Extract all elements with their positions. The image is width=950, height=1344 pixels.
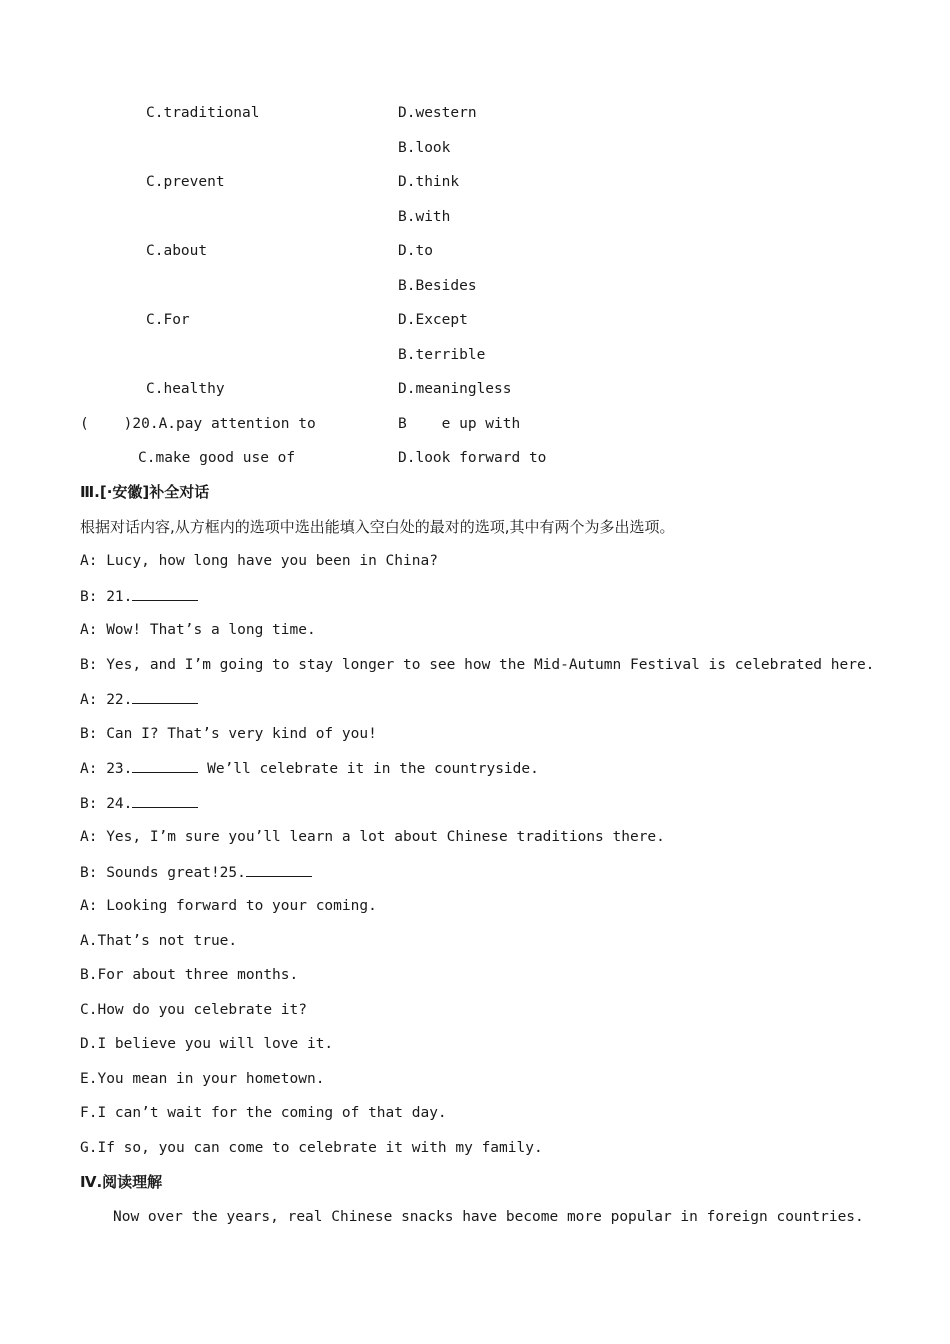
option-b: B.look: [398, 140, 451, 156]
answer-blank-23[interactable]: [132, 758, 198, 773]
choice-c: C.How do you celebrate it?: [80, 1002, 307, 1018]
dialogue-line: [80, 793, 198, 814]
option-c: C.traditional: [146, 105, 260, 121]
option-c: C.For: [146, 312, 190, 328]
answer-blank-24[interactable]: [132, 793, 198, 808]
dialogue-line-text: We’ll celebrate it in the countryside.: [198, 761, 539, 777]
option-d: D.Except: [398, 312, 468, 328]
choice-e: E.You mean in your hometown.: [80, 1071, 325, 1087]
answer-blank-21[interactable]: [132, 586, 198, 601]
dialogue-line: [80, 862, 312, 883]
option-b: B.with: [398, 209, 451, 225]
question-20-option-a: ( )20.A.pay attention to: [80, 416, 316, 432]
question-20-option-c: C.make good use of: [138, 450, 296, 466]
choice-d: D.I believe you will love it.: [80, 1036, 334, 1052]
dialogue-line: A: Yes, I’m sure you’ll learn a lot about Chinese traditions there.: [80, 829, 665, 845]
answer-blank-25[interactable]: [246, 862, 312, 877]
option-b: B.Besides: [398, 278, 477, 294]
option-d: D.think: [398, 174, 460, 190]
section-4-heading: Ⅳ.阅读理解: [80, 1173, 163, 1191]
dialogue-line-text: B: Sounds great!25.: [80, 865, 246, 881]
answer-blank-22[interactable]: [132, 689, 198, 704]
choice-f: F.I can’t wait for the coming of that day.: [80, 1105, 447, 1121]
option-b: B.terrible: [398, 347, 486, 363]
dialogue-line: [80, 689, 198, 710]
dialogue-line: [80, 586, 198, 607]
option-d: D.to: [398, 243, 433, 259]
dialogue-line: [80, 758, 539, 779]
option-c: C.about: [146, 243, 208, 259]
question-20-option-d: D.look forward to: [398, 450, 547, 466]
dialogue-line: A: Wow! That’s a long time.: [80, 622, 316, 638]
option-d: D.western: [398, 105, 477, 121]
choice-a: A.That’s not true.: [80, 933, 238, 949]
reading-paragraph: Now over the years, real Chinese snacks have become more popular in foreign countries.: [113, 1209, 864, 1225]
dialogue-line: B: Can I? That’s very kind of you!: [80, 726, 377, 742]
choice-g: G.If so, you can come to celebrate it with my family.: [80, 1140, 543, 1156]
dialogue-line-text: B: 24.: [80, 796, 133, 812]
dialogue-line: A: Looking forward to your coming.: [80, 898, 377, 914]
dialogue-line: A: Lucy, how long have you been in China?: [80, 553, 438, 569]
section-3-heading: Ⅲ.[·安徽]补全对话: [80, 483, 210, 501]
option-c: C.healthy: [146, 381, 225, 397]
dialogue-line-text: A: 22.: [80, 692, 133, 708]
question-20-option-b: B e up with: [398, 416, 521, 432]
dialogue-line-text: B: 21.: [80, 589, 133, 605]
dialogue-line: B: Yes, and I’m going to stay longer to see how the Mid-Autumn Festival is celebrated here.: [80, 657, 875, 673]
option-c: C.prevent: [146, 174, 225, 190]
option-d: D.meaningless: [398, 381, 512, 397]
choice-b: B.For about three months.: [80, 967, 299, 983]
dialogue-line-text: A: 23.: [80, 761, 133, 777]
section-3-instruction: 根据对话内容,从方框内的选项中选出能填入空白处的最对的选项,其中有两个为多出选项。: [80, 518, 675, 536]
